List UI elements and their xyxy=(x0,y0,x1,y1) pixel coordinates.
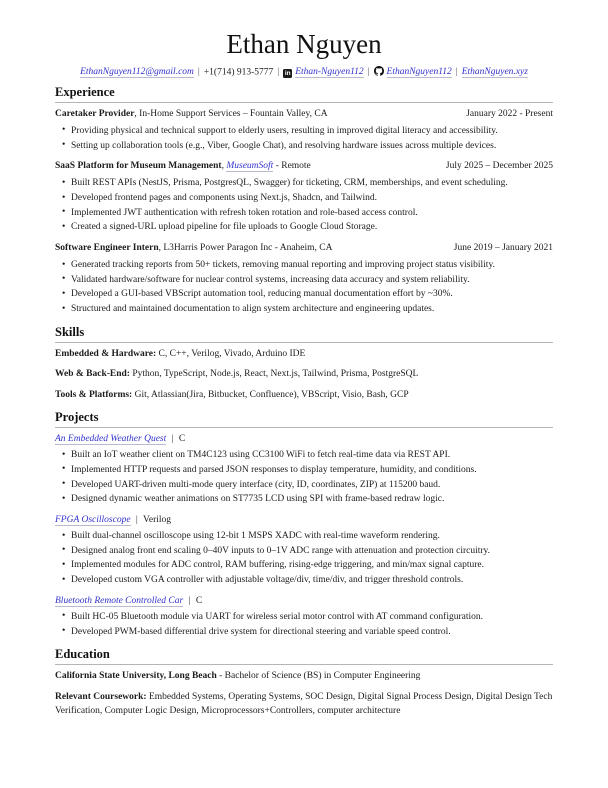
job-dates: July 2025 – December 2025 xyxy=(445,161,553,172)
job-dates: June 2019 – January 2021 xyxy=(453,243,553,254)
job-dates: January 2022 - Present xyxy=(466,109,553,120)
separator: | xyxy=(367,67,370,78)
bullet-item: • Implemented JWT authentication with refresh token rotation and role-based access control. xyxy=(71,208,553,220)
separator: | xyxy=(455,67,458,78)
project-title xyxy=(55,434,553,446)
job-entry-museum-saas xyxy=(55,161,553,234)
job-bullets xyxy=(55,260,553,316)
project-link[interactable]: An Embedded Weather Quest xyxy=(55,434,167,445)
skill-row-tools xyxy=(55,390,553,402)
job-header xyxy=(55,161,553,173)
section-heading-projects: Projects xyxy=(55,410,553,428)
bullet-item: • Designed dynamic weather animations on ST7735 LCD using SPI with frame-based redraw logic. xyxy=(71,494,553,506)
project-bluetooth-car xyxy=(55,596,553,638)
project-bullets xyxy=(55,531,553,587)
bullet-item: • Developed UART-driven multi-mode query interface (city, ID, coordinates, ZIP) at 115200 baud. xyxy=(71,480,553,492)
skill-row-web xyxy=(55,369,553,381)
job-company-post: - Remote xyxy=(273,161,311,172)
job-company: , In-Home Support Services – Fountain Valley, CA xyxy=(134,109,328,120)
project-bullets xyxy=(55,450,553,506)
bullet-item: • Structured and maintained documentation to align system architecture and engineering updates. xyxy=(71,304,553,316)
skill-value: Python, TypeScript, Node.js, React, Next.js, Tailwind, Prisma, PostgreSQL xyxy=(132,369,419,380)
linkedin-icon: in xyxy=(284,70,291,78)
coursework-label: Relevant Coursework: xyxy=(55,692,147,703)
skill-label: Web & Back-End: xyxy=(55,369,130,380)
separator: | xyxy=(277,67,280,78)
section-heading-skills: Skills xyxy=(55,325,553,343)
job-entry-l3harris xyxy=(55,243,553,316)
project-title xyxy=(55,596,553,608)
skill-label: Tools & Platforms: xyxy=(55,389,133,400)
project-fpga-oscilloscope xyxy=(55,515,553,587)
job-header xyxy=(55,109,553,121)
resume-name: Ethan Nguyen xyxy=(226,29,382,59)
section-heading-experience: Experience xyxy=(55,85,553,103)
job-role: Software Engineer Intern xyxy=(55,243,159,254)
skill-value: C, C++, Verilog, Vivado, Arduino IDE xyxy=(158,349,306,360)
skill-label: Embedded & Hardware: xyxy=(55,349,157,360)
project-title xyxy=(55,515,553,527)
job-role: Caretaker Provider xyxy=(55,109,135,120)
job-company-pre: , xyxy=(221,161,227,172)
linkedin-link[interactable]: Ethan-Nguyen112 xyxy=(295,67,364,78)
bullet-item: • Providing physical and technical support to elderly users, resulting in improved digital literacy and accessibility. xyxy=(71,126,553,138)
coursework-list: Embedded Systems, Operating Systems, SOC Design, Digital Signal Process Design, Digital Design Tech Verification, Computer Logic Design, Microprocessors+Controllers, computer architecture xyxy=(55,692,553,717)
project-weather-quest xyxy=(55,434,553,506)
bullet-item: • Built REST APIs (NestJS, Prisma, PostgresQL, Swagger) for ticketing, CRM, memberships, and event scheduling. xyxy=(71,178,553,190)
github-icon xyxy=(374,66,384,76)
divider: | xyxy=(135,515,138,526)
bullet-item: • Generated tracking reports from 50+ tickets, removing manual reporting and improving project status visibility. xyxy=(71,260,553,272)
contact-line xyxy=(55,66,553,79)
education-school-line xyxy=(55,671,553,683)
bullet-item: • Built dual-channel oscilloscope using 12-bit 1 MSPS XADC with real-time waveform rendering. xyxy=(71,531,553,543)
skill-row-embedded xyxy=(55,349,553,361)
bullet-item: • Developed frontend pages and components using Next.js, Shadcn, and Tailwind. xyxy=(71,193,553,205)
section-heading-education: Education xyxy=(55,647,553,665)
skill-value: Git, Atlassian(Jira, Bitbucket, Confluence), VBScript, Visio, Bash, GCP xyxy=(134,389,409,400)
job-bullets xyxy=(55,126,553,153)
phone-number: +1(714) 913-5777 xyxy=(203,67,274,78)
bullet-item: • Developed custom VGA controller with adjustable voltage/div, time/div, and trigger threshold controls. xyxy=(71,575,553,587)
degree: - Bachelor of Science (BS) in Computer Engineering xyxy=(219,671,421,682)
separator: | xyxy=(197,67,200,78)
bullet-item: • Setting up collaboration tools (e.g., Viber, Google Chat), and resolving hardware issues across multiple devices. xyxy=(71,141,553,153)
company-link[interactable]: MuseumSoft xyxy=(226,161,274,172)
job-company: , L3Harris Power Paragon Inc - Anaheim, CA xyxy=(158,243,333,254)
bullet-item: • Implemented HTTP requests and parsed JSON responses to display temperature, humidity, and conditions. xyxy=(71,465,553,477)
bullet-item: • Designed analog front end scaling 0–40V inputs to 0–1V ADC range with attenuation and protection circuitry. xyxy=(71,546,553,558)
job-role: SaaS Platform for Museum Management xyxy=(55,161,222,172)
divider: | xyxy=(188,595,191,606)
job-header xyxy=(55,243,553,255)
bullet-item: • Developed a GUI-based VBScript automation tool, reducing manual documentation effort by ~30%. xyxy=(71,289,553,301)
website-link[interactable]: EthanNguyen.xyz xyxy=(461,67,528,78)
job-bullets xyxy=(55,178,553,234)
divider: | xyxy=(171,434,174,445)
project-language: Verilog xyxy=(143,515,172,526)
bullet-item: • Developed PWM-based differential drive system for directional steering and variable speed control. xyxy=(71,627,553,639)
bullet-item: • Validated hardware/software for nuclear control systems, increasing data accuracy and system reliability. xyxy=(71,275,553,287)
github-link[interactable]: EthanNguyen112 xyxy=(386,67,452,78)
bullet-item: • Built HC-05 Bluetooth module via UART for wireless serial motor control with AT command configuration. xyxy=(71,612,553,624)
email-link[interactable]: EthanNguyen112@gmail.com xyxy=(80,67,194,78)
bullet-item: • Implemented modules for ADC control, RAM buffering, rising-edge triggering, and min/max signal capture. xyxy=(71,560,553,572)
school-name: California State University, Long Beach xyxy=(55,671,217,682)
project-link[interactable]: FPGA Oscilloscope xyxy=(55,515,131,526)
project-link[interactable]: Bluetooth Remote Controlled Car xyxy=(55,595,184,606)
bullet-item: • Built an IoT weather client on TM4C123 using CC3100 WiFi to fetch real-time data via REST API. xyxy=(71,450,553,462)
project-bullets xyxy=(55,612,553,639)
job-entry-caretaker xyxy=(55,109,553,152)
project-language: C xyxy=(195,595,203,606)
bullet-item: • Created a signed-URL upload pipeline for file uploads to Google Cloud Storage. xyxy=(71,222,553,234)
coursework-line xyxy=(55,691,553,719)
project-language: C xyxy=(178,434,186,445)
